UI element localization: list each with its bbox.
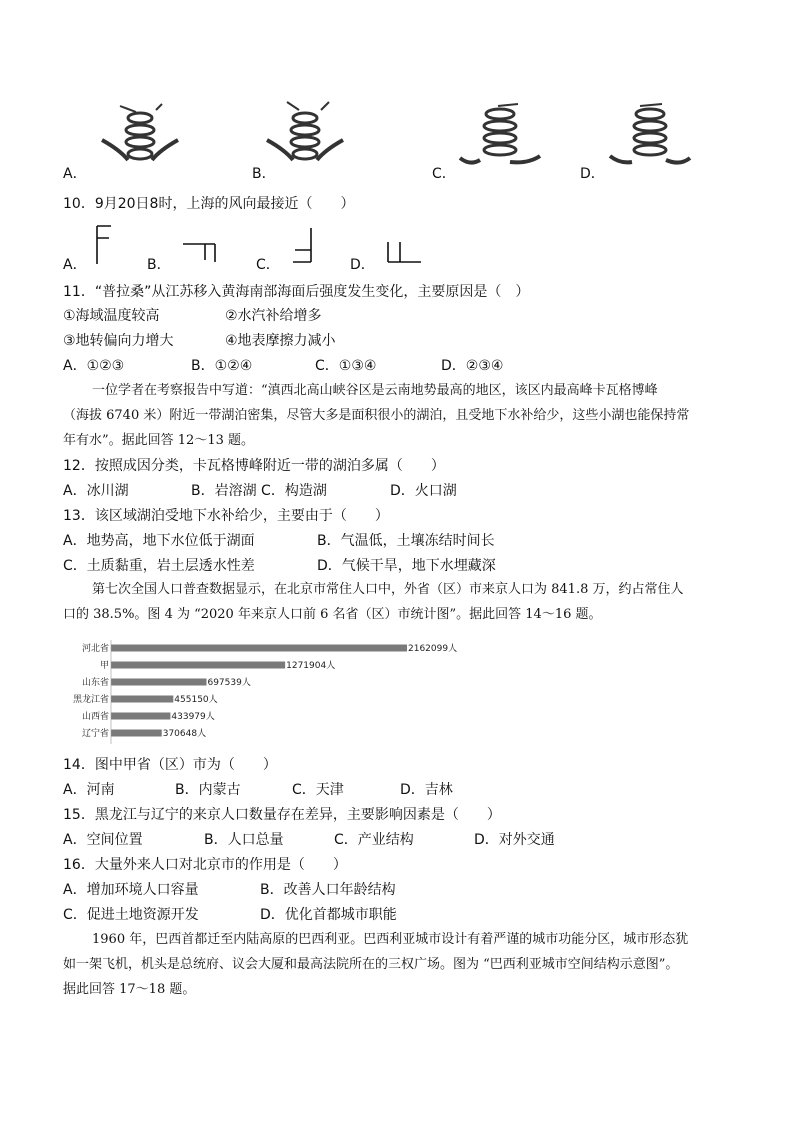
value-label: 697539人 [207,678,251,688]
q16-option-a[interactable]: A．增加环境人口容量 [63,882,199,898]
q16-option-c[interactable]: C．促进土地资源开发 [63,907,199,923]
category-label: 山西省 [81,712,109,722]
passage1-line2: （海拔 6740 米）附近一带湖泊密集，尽管大多是面积很小的湖泊，且受地下水补给少，这些小湖也能保持常 [63,408,690,423]
bar [111,730,162,737]
q16-option-d[interactable]: D．优化首都城市职能 [260,907,397,923]
q11-factor-4: ④地表摩擦力减小 [225,333,336,349]
q14-option-b[interactable]: B．内蒙古 [175,782,241,798]
q11-stem: 11．“普拉桑”从江苏移入黄海南部海面后强度发生变化，主要原因是（ ） [63,284,530,300]
bar [111,679,206,686]
q9-options [63,164,754,184]
q13-option-b[interactable]: B．气温低，土壤冻结时间长 [317,533,495,549]
q15-option-d[interactable]: D．对外交通 [474,832,555,848]
q13-options-row1 [63,531,754,551]
q16-stem: 16．大量外来人口对北京市的作用是（ ） [63,857,347,873]
q10-stem: 10．9月20日8时，上海的风向最接近（ ） [63,196,355,212]
q9-option-a[interactable]: A． [63,166,87,182]
q12-option-a[interactable]: A．冰川湖 [63,483,129,499]
q10-options [63,255,754,275]
passage3-line2: 如一架飞机，机头是总统府、议会大厦和最高法院所在的三权广场。图为 “巴西利亚城市空间结构示意图”。 [63,957,679,972]
q9-option-c[interactable]: C． [432,166,456,182]
q11-factors-row1 [63,306,754,326]
q12-stem: 12．按照成因分类，卡瓦格博峰附近一带的湖泊多属（ ） [63,458,445,474]
q14-options [63,780,754,800]
q15-option-a[interactable]: A．空间位置 [63,832,143,848]
q15-option-b[interactable]: B．人口总量 [204,832,284,848]
q12-option-b[interactable]: B．岩溶湖 C．构造湖 [191,483,327,499]
q11-option-a[interactable]: A．①②③ [63,358,125,374]
vortex-figure-a [102,104,178,160]
passage2-line2: 口的 38.5%。图 4 为 “2020 年来京人口前 6 名省（区）市统计图”。据此回答 14～16 题。 [63,607,602,622]
q10-option-b[interactable]: B． [147,257,171,273]
q11-option-b[interactable]: B．①②④ [191,358,253,374]
q13-option-c[interactable]: C．土质黏重，岩土层透水性差 [63,558,255,574]
q16-options-row2 [63,905,754,925]
q13-options-row2 [63,556,754,576]
q13-stem: 13．该区域湖泊受地下水补给少，主要由于（ ） [63,508,389,524]
bar [111,713,170,720]
q14-option-d[interactable]: D．吉林 [400,782,453,798]
vortex-figure-c [460,104,540,163]
bar [111,645,407,652]
q11-factor-1: ①海域温度较高 [63,308,160,324]
value-label: 370648人 [162,729,207,739]
bar [111,696,173,703]
q14-option-c[interactable]: C．天津 [292,782,344,798]
q12-option-d[interactable]: D．火口湖 [390,483,457,499]
q10-option-d[interactable]: D． [350,257,375,273]
value-label: 1271904人 [286,661,336,671]
q15-option-c[interactable]: C．产业结构 [334,832,414,848]
category-label: 甲 [99,661,109,671]
q10-option-c[interactable]: C． [256,257,280,273]
q15-options [63,830,754,850]
passage3-line1: 1960 年，巴西首都迁至内陆高原的巴西利亚。巴西利亚城市设计有着严谨的城市功能分区，城市形态犹 [92,932,689,947]
q11-option-d[interactable]: D．②③④ [441,358,504,374]
population-bar-chart [63,640,483,745]
q11-factor-2: ②水汽补给增多 [225,308,322,324]
q14-stem: 14．图中甲省（区）市为（ ） [63,757,277,773]
q9-option-d[interactable]: D． [580,166,605,182]
passage3-line3: 据此回答 17～18 题。 [63,982,196,997]
category-label: 山东省 [81,678,109,688]
q13-option-a[interactable]: A．地势高，地下水位低于湖面 [63,533,255,549]
passage2-line1: 第七次全国人口普查数据显示，在北京市常住人口中，外省（区）市来京人口为 841.8 万，约占常住人 [92,582,684,597]
q16-option-b[interactable]: B．改善人口年龄结构 [260,882,396,898]
bar [111,662,285,669]
value-label: 2162099人 [408,644,458,654]
passage1-line1: 一位学者在考察报告中写道：“滇西北高山峡谷区是云南地势最高的地区，该区内最高峰卡瓦格博峰 [92,383,658,398]
passage1-line3: 年有水”。据此回答 12～13 题。 [63,433,254,448]
q13-option-d[interactable]: D．气候干旱，地下水埋藏深 [317,558,496,574]
q11-factor-3: ③地转偏向力增大 [63,333,174,349]
value-label: 455150人 [174,695,218,705]
q11-factors-row2 [63,331,754,351]
value-label: 433979人 [171,712,215,722]
q14-option-a[interactable]: A．河南 [63,782,115,798]
q11-options [63,356,754,376]
q12-options [63,481,754,501]
vortex-figure-d [610,104,690,163]
q16-options-row1 [63,880,754,900]
q9-option-b[interactable]: B． [252,166,276,182]
vortex-figure-b [267,102,343,160]
q10-option-a[interactable]: A． [63,257,87,273]
category-label: 河北省 [81,644,109,654]
category-label: 黑龙江省 [72,695,109,705]
q11-option-c[interactable]: C．①③④ [315,358,377,374]
category-label: 辽宁省 [81,729,109,739]
q15-stem: 15．黑龙江与辽宁的来京人口数量存在差异，主要影响因素是（ ） [63,807,501,823]
